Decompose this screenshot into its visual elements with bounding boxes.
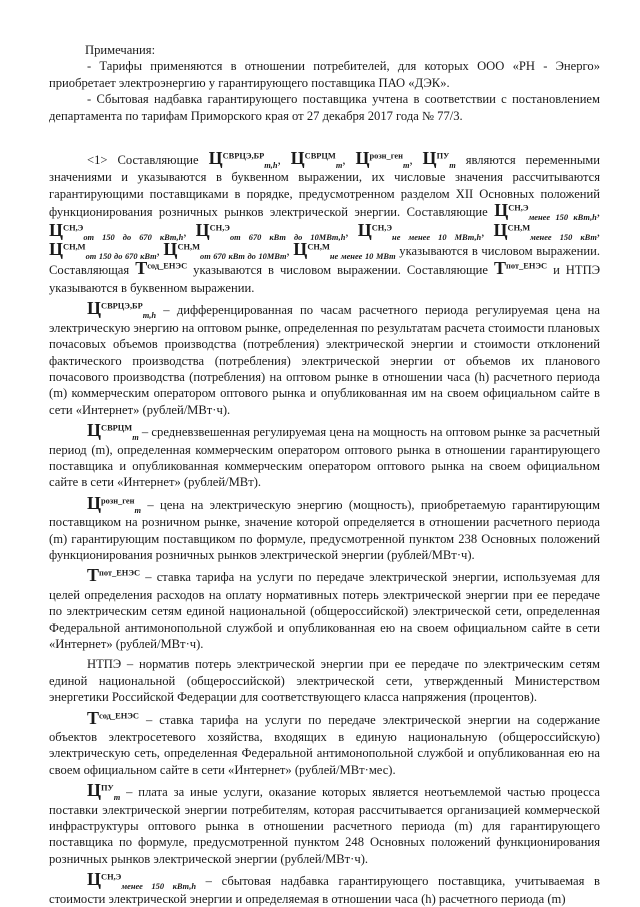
def-pu-text: – плата за иные услуги, оказание которых является неотъемлемой частью процесса поставки электрической энергии потребителям, которая рассчитывается организацией коммерческой инфраструктуры оптового рынка в отношении расчетного периода (m) для гарантирующего поставщика по формуле, предусмотренной пунктом 248 Основных положений функционирования розничных рынков электрической энергии (рублей/МВт·ч). bbox=[49, 785, 600, 866]
def-ntpe: НТПЭ – норматив потерь электрической энергии при ее передаче по электрическим сетям единой национальной (общероссийской) электрической сети, утвержденный Министерством энергетики Российской Федерации для соответствующего класса напряжения (процентов). bbox=[49, 657, 600, 705]
def-sod-enes bbox=[49, 707, 600, 779]
def-sne bbox=[49, 871, 600, 907]
symbol-sne-menee150-h-def: $Ц^{СН,Э}_{менее 150 кВт,h}$ bbox=[87, 869, 197, 892]
def-svrtse bbox=[49, 300, 600, 418]
def-svrtse-text: – дифференцированная по часам расчетного периода регулируемая цена на электрическую энергию на оптовом рынке, определенная по результатам расчета стоимости плановых почасовых объемов производства (потребления) электрической энергии и стоимости отклонений фактического производства (потребления) электрической энергии от объемов их планового почасового производства (потребления) на оптовом рынке в отношении часа (h) расчетного периода (m) коммерческим оператором оптового рынка и опубликованная им на своем официальном сайте в сети «Интернет» (рублей/МВт·ч). bbox=[49, 303, 600, 417]
footnote-text-3: указываются в числовом выражении. Составляющая bbox=[49, 244, 600, 278]
symbol-t-pot-enes-def: $Т^{пот\_ЕНЭС}$ bbox=[87, 565, 141, 586]
def-svrtsm-text: – средневзвешенная регулируемая цена на мощность на оптовом рынке за расчетный период (m), определенная коммерческим оператором оптового рынка в отношении гарантирующего поставщика и опубликованная коммерческим оператором оптового рынка на своем официальном сайте в сети «Интернет» (рублей/МВт). bbox=[49, 425, 600, 490]
symbol-t-sod-enes: $Т^{сод\_ЕНЭС}$ bbox=[135, 258, 188, 279]
footnote-text-2: являются переменными значениями и указываются в буквенном выражении, их числовые значения рассчитываются гарантирующими поставщиками в порядке, предусмотренном разделом XII Основных положений функционирования розничных рынков электрической энергии. Составляющие bbox=[49, 153, 601, 220]
symbol-rozn-gen-def: $Ц^{розн\_ген}_m$ bbox=[87, 492, 141, 515]
footnote-text-1: Составляющие bbox=[117, 153, 199, 168]
symbol-sne-10-h: $Ц^{СН,Э}_{не менее 10 МВт,h}$ bbox=[357, 219, 482, 242]
symbol-svrtsm: $Ц^{СВРЦМ}_m$ bbox=[290, 148, 343, 170]
def-rozn-gen-text: – цена на электрическую энергию (мощность), приобретаемую гарантирующим поставщиком на розничном рынке, значение которой определяется в отношении расчетного периода (m) гарантирующим поставщиком по формуле, предусмотренной пунктом 238 Основных положений функционирования розничных рынков электрической энергии (рублей/МВт·ч). bbox=[49, 497, 600, 562]
def-pot-enes bbox=[49, 567, 600, 652]
symbol-svrtsm-def: $Ц^{СВРЦМ}_m$ bbox=[87, 420, 139, 442]
symbol-t-pot-enes: $Т^{пот\_ЕНЭС}$ bbox=[494, 258, 548, 279]
def-rozn-gen bbox=[49, 492, 600, 564]
symbol-pu-def: $Ц^{ПУ}_m$ bbox=[87, 780, 121, 803]
symbol-pu: $Ц^{ПУ}_m$ bbox=[422, 148, 456, 170]
symbol-svrtse-br-def: $Ц^{СВРЦЭ,БР}_{m,h}$ bbox=[87, 298, 156, 321]
symbol-snm-150-670: $Ц^{СН,М}_{от 150 до 670 кВт}$ bbox=[49, 239, 157, 261]
note-item-2: - Сбытовая надбавка гарантирующего поставщика учтена в соответствии с постановлением департамента по тарифам Приморского края от 27 декабря 2017 года № 77/3. bbox=[49, 92, 600, 123]
footnote-text-4: указываются в числовом выражении. Составляющие bbox=[193, 263, 489, 278]
symbol-t-sod-enes-def: $Т^{сод\_ЕНЭС}$ bbox=[87, 707, 139, 728]
def-pu bbox=[49, 782, 600, 867]
notes-title: Примечания: bbox=[85, 43, 156, 57]
symbol-sne-menee150-h: $Ц^{СН,Э}_{менее 150 кВт,h}$ bbox=[494, 200, 597, 223]
symbol-snm-10: $Ц^{СН,М}_{не менее 10 МВт}$ bbox=[293, 239, 396, 261]
symbol-snm-menee150: $Ц^{СН,М}_{менее 150 кВт}$ bbox=[493, 219, 597, 242]
def-pot-enes-text: – ставка тарифа на услуги по передаче электрической энергии, используемая для целей определения расходов на оплату нормативных потерь электрической энергии при ее передаче по электрическим сетям единой национальной (общероссийской) электрической сети, определенная Федеральной антимонопольной службой и опубликованная ею на своем официальном сайте в сети «Интернет» (рублей/МВт·ч). bbox=[49, 570, 600, 651]
symbol-snm-670-10: $Ц^{СН,М}_{от 670 кВт до 10МВт}$ bbox=[163, 239, 287, 261]
def-sne-text: – сбытовая надбавка гарантирующего поставщика, учитываемая в стоимости электрической энергии и определяемая в отношении часа (h) расчетного периода (m) bbox=[49, 874, 601, 906]
footnote-marker: <1> bbox=[87, 153, 108, 168]
def-svrtsm bbox=[49, 422, 600, 491]
symbol-sne-150-670-h: $Ц^{СН,Э}_{от 150 до 670 кВт,h}$ bbox=[49, 219, 184, 242]
footnote-1: <1> Составляющие $Ц^{СВРЦЭ,БР}_{m,h}$, $Ц^{СВРЦМ}_m$, $Ц^{розн\_ген}_m$, $Ц^{ПУ}_m$ являются переменными значениями и указываются в буквенном выражении, их числовые значения рассчитываются гарантирующими поставщиками в порядке, предусмотренном разделом XII Основных положений функционирования розничных рынков электрической энергии. Составляющие $Ц^{СН,Э}_{менее 150 кВт,h}$, $Ц^{СН,Э}_{от 150 до 670 кВт,h}$, $Ц^{СН,Э}_{от 670 кВт до 10МВт,h}$, $Ц^{СН,Э}_{не менее 10 МВт,h}$, $Ц^{СН,М}_{менее 150 кВт}$, $Ц^{СН,М}_{от 150 до 670 кВт}$, $Ц^{СН,М}_{от 670 кВт до 10МВт}$, $Ц^{СН,М}_{не менее 10 МВт}$ указываются в числовом выражении. Составляющая $Т^{сод\_ЕНЭС}$ указываются в числовом выражении. Составляющие $Т^{пот\_ЕНЭС}$ и НТПЭ указываются в буквенном выражении. bbox=[49, 148, 601, 295]
def-sod-enes-text: – ставка тарифа на услуги по передаче электрической энергии на содержание объектов электросетевого хозяйства, входящих в единую национальную (общероссийскую) электрическую сеть, определенная Федеральной антимонопольной службой и опубликованная ею на своем официальном сайте в сети «Интернет» (рублей/МВт·мес). bbox=[49, 712, 600, 777]
note-item-1: - Тарифы применяются в отношении потребителей, для которых ООО «РН - Энерго» приобретает электроэнергию у гарантирующего поставщика ПАО «ДЭК». bbox=[49, 59, 600, 90]
symbol-rozn-gen: $Ц^{розн\_ген}_m$ bbox=[355, 148, 410, 170]
symbol-sne-670-10-h: $Ц^{СН,Э}_{от 670 кВт до 10МВт,h}$ bbox=[195, 219, 346, 242]
symbol-svrtse-br: $Ц^{СВРЦЭ,БР}_{m,h}$ bbox=[208, 148, 278, 170]
footnote-text-5: и НТПЭ указываются в буквенном выражении. bbox=[49, 263, 601, 295]
